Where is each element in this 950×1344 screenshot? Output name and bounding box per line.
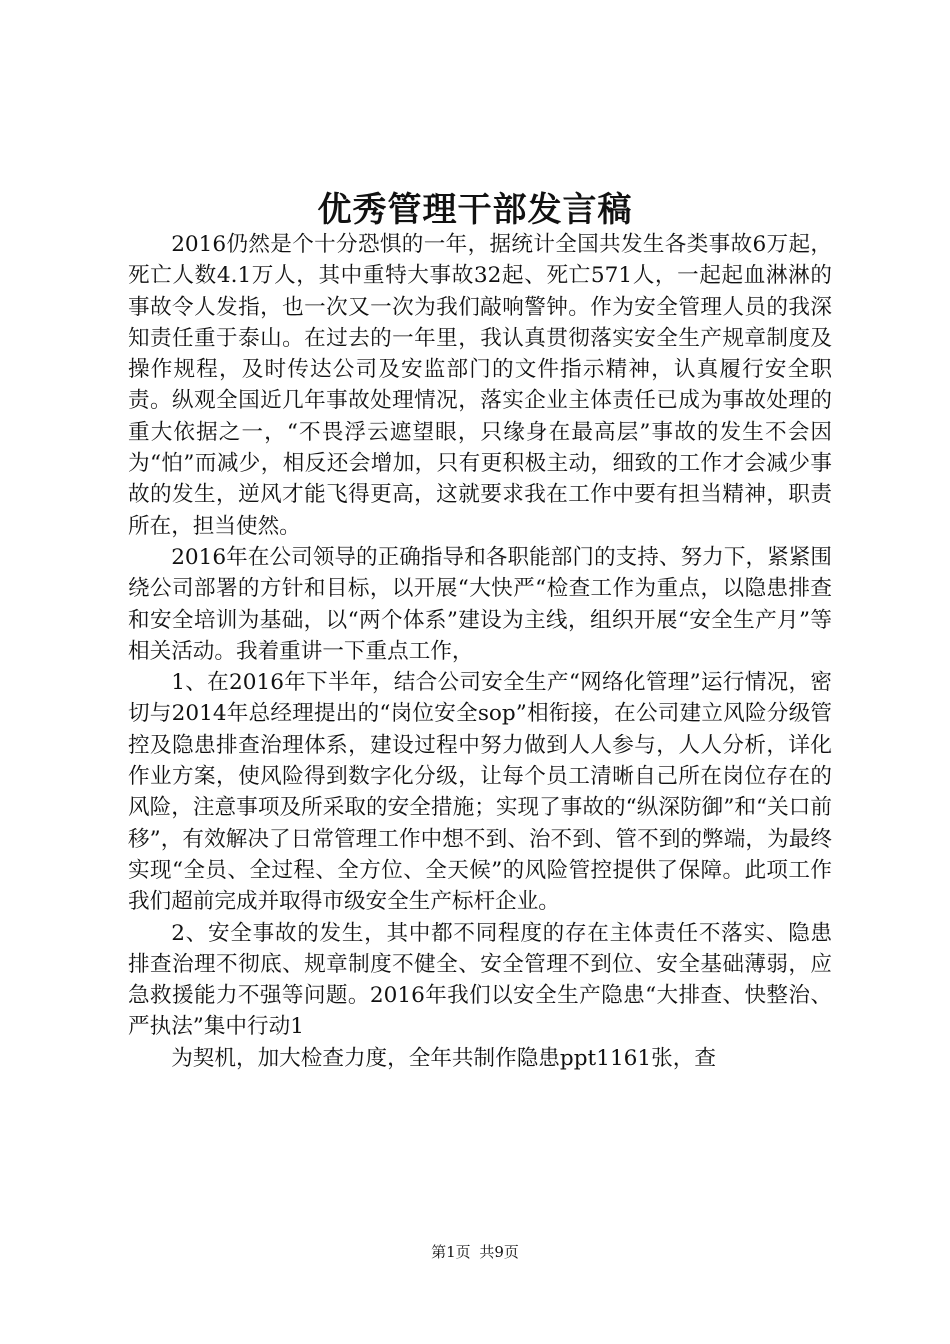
document-title: 优秀管理干部发言稿: [317, 190, 633, 230]
paragraph: 为契机，加大检查力度，全年共制作隐患ppt1161张，查: [171, 1045, 716, 1071]
paragraph: 2016年在公司领导的正确指导和各职能部门的支持、努力下，紧紧围绕公司部署的方针和目标，以开展“大快严“检查工作为重点，以隐患排查和安全培训为基础，以“两个体系”建设为主线，组织开展“安全生产月”等相关活动。我着重讲一下重点工作，: [128, 544, 832, 664]
page-footer: [0, 1242, 950, 1262]
paragraph: 2016仍然是个十分恐惧的一年，据统计全国共发生各类事故6万起，死亡人数4.1万人，其中重特大事故32起、死亡571人，一起起血淋淋的事故令人发指，也一次又一次为我们敲响警钟。作为安全管理人员的我深知责任重于泰山。在过去的一年里，我认真贯彻落实安全生产规章制度及操作规程，及时传达公司及安监部门的文件指示精神，认真履行安全职责。纵观全国近几年事故处理情况，落实企业主体责任已成为事故处理的重大依据之一，“不畏浮云遮望眼，只缘身在最高层”事故的发生不会因为“怕”而减少，相反还会增加，只有更积极主动，细致的工作才会减少事故的发生，逆风才能飞得更高，这就要求我在工作中要有担当精神，职责所在，担当使然。: [128, 232, 832, 539]
page-total: 共9页: [479, 1243, 519, 1261]
document-body: [128, 229, 832, 1074]
page-number: 第1页: [431, 1243, 471, 1261]
paragraph: 2、安全事故的发生，其中都不同程度的存在主体责任不落实、隐患排查治理不彻底、规章制度不健全、安全管理不到位、安全基础薄弱，应急救援能力不强等问题。2016年我们以安全生产隐患“大排查、快整治、严执法”集中行动1: [128, 920, 832, 1040]
paragraph: 1、在2016年下半年，结合公司安全生产“网络化管理”运行情况，密切与2014年总经理提出的“岗位安全sop”相衔接，在公司建立风险分级管控及隐患排查治理体系，建设过程中努力做到人人参与，人人分析，详化作业方案，使风险得到数字化分级，让每个员工清晰自己所在岗位存在的风险，注意事项及所采取的安全措施；实现了事故的“纵深防御”和“关口前移”，有效解决了日常管理工作中想不到、治不到、管不到的弊端，为最终实现“全员、全过程、全方位、全天候”的风险管控提供了保障。此项工作我们超前完成并取得市级安全生产标杆企业。: [128, 670, 832, 915]
